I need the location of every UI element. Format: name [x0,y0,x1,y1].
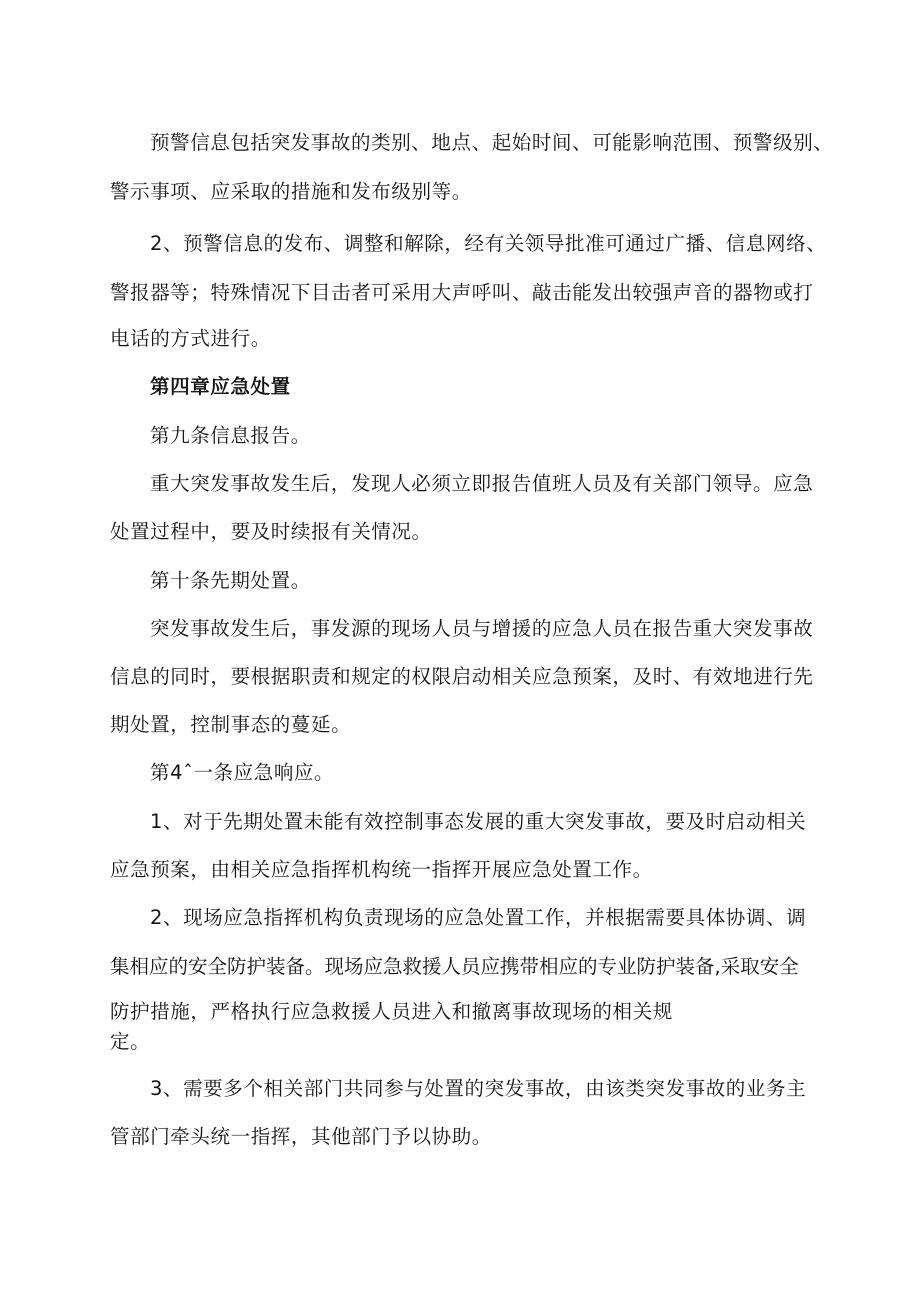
paragraph-line: 期处置，控制事态的蔓延。 [110,713,352,736]
paragraph-line: 2、现场应急指挥机构负责现场的应急处置工作，并根据需要具体协调、调 [150,906,807,929]
paragraph-line: 防护措施，严格执行应急救援人员进入和撤离事故现场的相关规 [110,1000,673,1023]
paragraph-line: 处置过程中，要及时续报有关情况。 [110,520,432,543]
paragraph-line: 重大突发事故发生后，发现人必须立即报告值班人员及有关部门领导。应急 [150,472,814,495]
paragraph-line: 警报器等；特殊情况下目击者可采用大声呼叫、敲击能发出较强声音的器物或打 [110,281,814,304]
paragraph-line: 3、需要多个相关部门共同参与处置的突发事故，由该类突发事故的业务主 [150,1077,807,1100]
paragraph-line: 警示事项、应采取的措施和发布级别等。 [110,180,472,203]
paragraph-line: 应急预案，由相关应急指挥机构统一指挥开展应急处置工作。 [110,858,653,881]
paragraph-line: 预警信息包括突发事故的类别、地点、起始时间、可能影响范围、预警级别、 [150,131,834,154]
section-heading: 第4ˆ一条应急响应。 [150,761,335,784]
paragraph-line: 定。 [110,1030,151,1053]
paragraph-line: 突发事故发生后，事发源的现场人员与增援的应急人员在报告重大突发事故 [150,617,814,640]
paragraph-line: 信息的同时，要根据职责和规定的权限启动相关应急预案，及时、有效地进行先 [110,665,814,688]
paragraph-line: 2、预警信息的发布、调整和解除，经有关领导批准可通过广播、信息网络、 [150,232,827,255]
section-heading: 第九条信息报告。 [150,424,311,447]
paragraph-line: 管部门牵头统一指挥，其他部门予以协助。 [110,1125,492,1148]
paragraph-line: 集相应的安全防护装备。现场应急救援人员应携带相应的专业防护装备,采取安全 [110,955,799,978]
chapter-heading: 第四章应急处置 [150,375,291,398]
paragraph-line: 电话的方式进行。 [110,327,271,350]
section-heading: 第十条先期处置。 [150,569,311,592]
paragraph-line: 1、对于先期处置未能有效控制事态发展的重大突发事故，要及时启动相关 [150,810,807,833]
